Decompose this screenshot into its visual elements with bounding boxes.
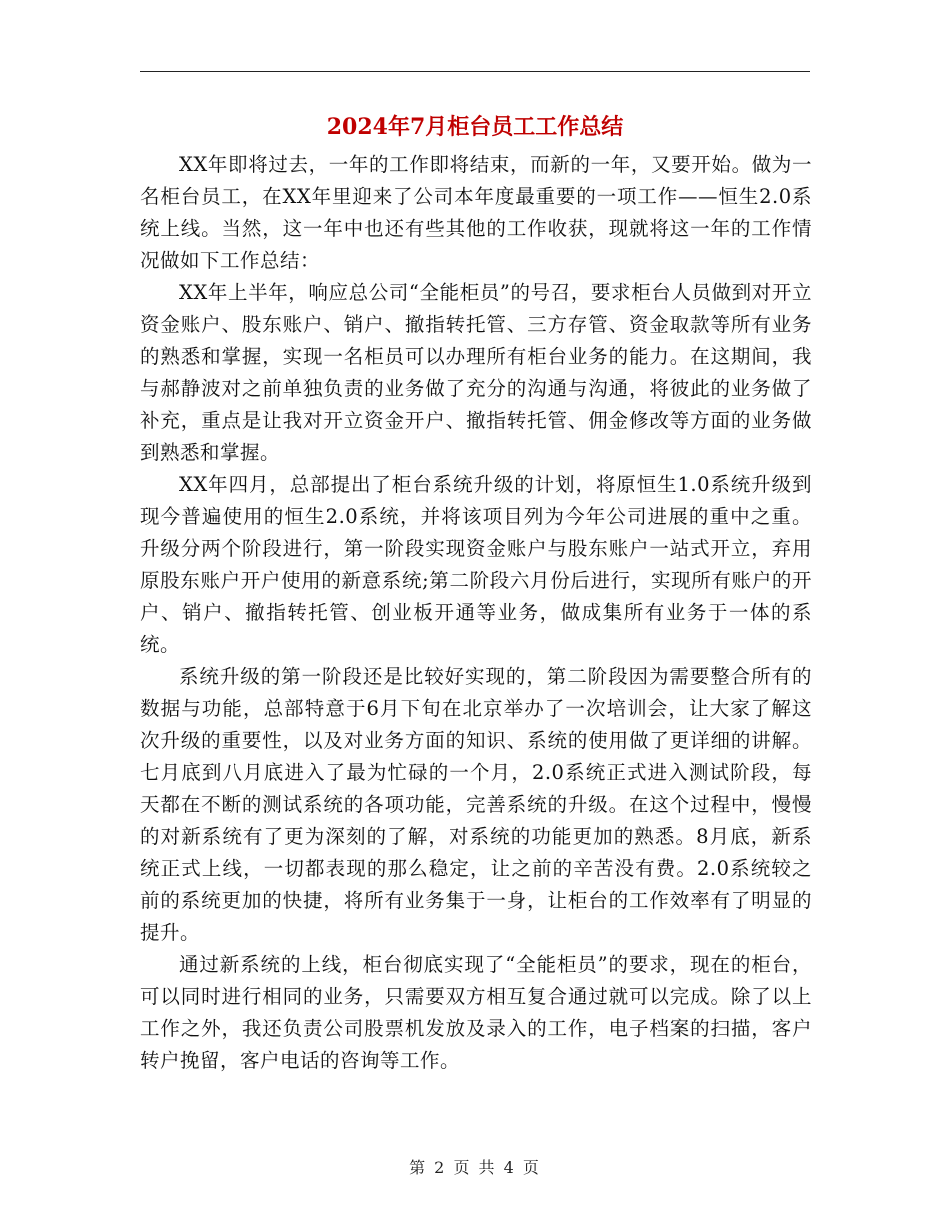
header-rule [140,71,810,72]
document-title: 2024年7月柜台员工工作总结 [326,114,624,140]
page-number: 第 2 页 共 4 页 [409,1158,541,1177]
paragraph-intro: XX年即将过去，一年的工作即将结束，而新的一年，又要开始。做为一名柜台员工，在XX年里迎来了公司本年度最重要的一项工作——恒生2.0系统上线。当然，这一年中也还有些其他的工作收获，现就将这一年的工作情况做如下工作总结： [140,153,812,272]
paragraph-conclusion: 通过新系统的上线，柜台彻底实现了“全能柜员”的要求，现在的柜台，可以同时进行相同的业务，只需要双方相互复合通过就可以完成。除了以上工作之外，我还负责公司股票机发放及录入的工作，电子档案的扫描，客户转户挽留，客户电话的咨询等工作。 [140,953,812,1072]
paragraph-april-upgrade: XX年四月，总部提出了柜台系统升级的计划，将原恒生1.0系统升级到现今普遍使用的恒生2.0系统，并将该项目列为今年公司进展的重中之重。升级分两个阶段进行，第一阶段实现资金账户与股东账户一站式开立，弃用原股东账户开户使用的新意系统;第二阶段六月份后进行，实现所有账户的开户、销户、撤指转托管、创业板开通等业务，做成集所有业务于一体的系统。 [140,473,812,656]
paragraph-upgrade-phases: 系统升级的第一阶段还是比较好实现的，第二阶段因为需要整合所有的数据与功能，总部特意于6月下旬在北京举办了一次培训会，让大家了解这次升级的重要性，以及对业务方面的知识、系统的使用做了更详细的讲解。七月底到八月底进入了最为忙碌的一个月，2.0系统正式进入测试阶段，每天都在不断的测试系统的各项功能，完善系统的升级。在这个过程中，慢慢的对新系统有了更为深刻的了解，对系统的功能更加的熟悉。8月底，新系统正式上线，一切都表现的那么稳定，让之前的辛苦没有费。2.0系统较之前的系统更加的快捷，将所有业务集于一身，让柜台的工作效率有了明显的提升。 [140,665,812,944]
paragraph-first-half: XX年上半年，响应总公司“全能柜员”的号召，要求柜台人员做到对开立资金账户、股东账户、销户、撤指转托管、三方存管、资金取款等所有业务的熟悉和掌握，实现一名柜员可以办理所有柜台业务的能力。在这期间，我与郝静波对之前单独负责的业务做了充分的沟通与沟通，将彼此的业务做了补充，重点是让我对开立资金开户、撤指转托管、佣金修改等方面的业务做到熟悉和掌握。 [140,281,812,464]
document-body [140,149,812,1077]
